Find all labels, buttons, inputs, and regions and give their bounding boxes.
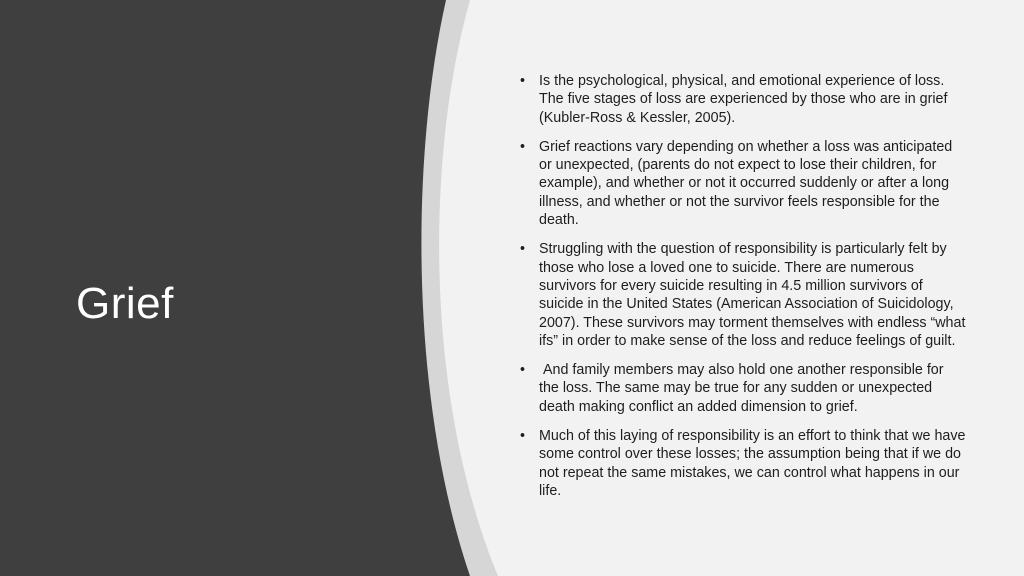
bullet-icon: • bbox=[520, 73, 526, 89]
bullet-item bbox=[520, 138, 966, 229]
bullet-text: Struggling with the question of responsibility is particularly felt by those who lose a loved one to suicide. There are numerous survivors for every suicide resulting in 4.5 million survivors of suicide in the United States (American Association of Suicidology, 2007). These survivors may torment themselves with endless “what ifs” in order to make sense of the loss and reduce feelings of guilt. bbox=[539, 241, 966, 349]
bullet-text: Much of this laying of responsibility is an effort to think that we have some control over these losses; the assumption being that if we do not repeat the same mistakes, we can control what happens in our life. bbox=[539, 428, 966, 499]
bullet-item bbox=[520, 427, 966, 500]
bullet-text: And family members may also hold one another responsible for the loss. The same may be true for any sudden or unexpected death making conflict an added dimension to grief. bbox=[539, 362, 948, 415]
bullet-text: Is the psychological, physical, and emotional experience of loss. The five stages of loss are experienced by those who are in grief (Kubler-Ross & Kessler, 2005). bbox=[539, 73, 948, 126]
slide-title: Grief bbox=[76, 279, 174, 328]
bullet-icon: • bbox=[520, 362, 526, 379]
left-dark-panel bbox=[0, 0, 470, 576]
bullet-item bbox=[520, 72, 966, 127]
bullet-text: Grief reactions vary depending on whether a loss was anticipated or unexpected, (parents do not expect to lose their children, for example), and whether or not it occurred suddenly or after a long illness, and whether or not the survivor feels responsible for the death. bbox=[539, 138, 953, 229]
bullet-item bbox=[520, 361, 966, 416]
bullet-icon: • bbox=[520, 241, 526, 258]
bullet-list bbox=[520, 72, 966, 511]
bullet-item bbox=[520, 240, 966, 350]
bullet-icon: • bbox=[520, 138, 526, 155]
bullet-icon: • bbox=[520, 428, 526, 445]
